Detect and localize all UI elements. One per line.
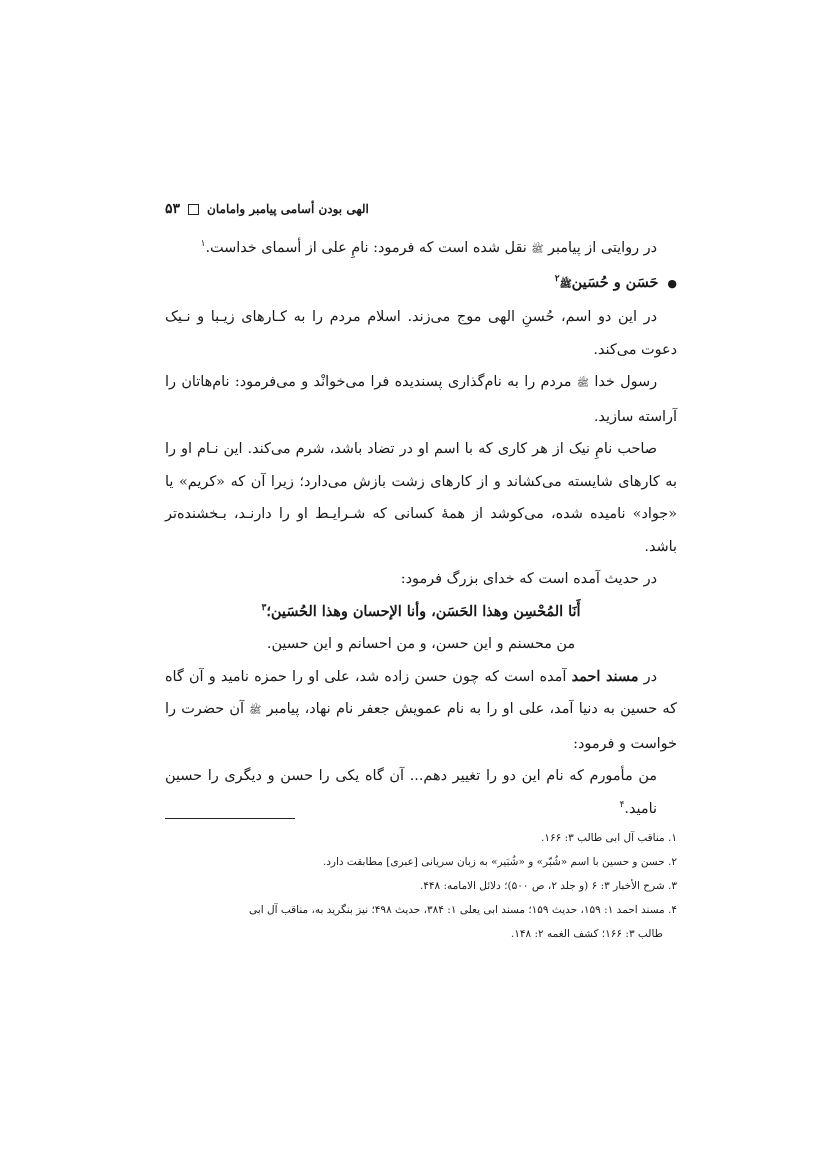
book-page: [165, 0, 677, 1169]
footnote-ref: ۴: [619, 799, 625, 810]
square-ornament-icon: [188, 204, 199, 215]
block-quote: من مأمورم که نام این دو را تغییر دهم... آن گاه یکی را حسن و دیگری را حسین نامید.$^۴$: [165, 768, 658, 817]
footnote: ۱. مناقب آل ابی طالب ۳: ۱۶۶.: [541, 832, 677, 844]
footnote-ref: ۳: [261, 602, 267, 613]
paragraph: در حدیث آمده است که خدای بزرگ فرمود:: [400, 571, 657, 587]
honorific-glyph: ﷺ: [576, 378, 589, 389]
paragraph: رسول خدا ﷺ مردم را به نام‌گذاری پسندیده فرا می‌خوانْد و می‌فرمود: نام‌هاتان را آراسته سازید.: [165, 374, 677, 425]
hadith-translation: من محسنم و این حسن، و من احسانم و این حسین.: [266, 636, 576, 652]
running-header: [165, 199, 677, 219]
paragraph: در مسند احمد آمده است که چون حسن زاده شد، علی او را حمزه نامید و آن گاه که حسین به دنیا آمد، علی او را به نام عمویش جعفر نام نهاد، پیامبر ﷺ آن حضرت را خواست و فرمود:: [165, 667, 677, 752]
footnote-ref: ۱: [200, 239, 206, 250]
footnote: ۳. شرح الأخبار ۳: ۶ (و جلد ۲، ص ۵۰۰)؛ دلائل الامامه: ۴۴۸.: [419, 880, 677, 892]
section-heading: ● حَسَن و حُسَینﷺ$^۲$: [165, 267, 677, 302]
chapter-title: الهی بودن أسامی پیامبر وامامان: [207, 202, 369, 216]
footnote-divider: [165, 818, 295, 819]
paragraph: صاحب نامِ نیک از هر کاری که با اسم او در تضاد باشد، شرم می‌کند. این نـام او را به کارهای شایسته می‌کشاند و از کارهای زشت بازش می‌دارد؛ زیرا آن که «کریم» یا «جواد» نامیده شده، می‌کوشد از همهٔ کسانی که شـرایـط او را دارنـد، بـخشنده‌تر باشد.: [165, 441, 678, 555]
paragraph: در روایتی از پیامبر ﷺ نقل شده است که فرمود: نامِ علی از أسمای خداست.$^۱$: [200, 239, 657, 256]
honorific-glyph: ﷺ: [559, 278, 572, 290]
paragraph: در این دو اسم، حُسنِ الهی موج می‌زند. اسلام مردم را به کـارهای زیـبا و نـیک دعوت می‌کند.: [165, 309, 677, 358]
arabic-hadith: أَنَا المُحْسِن وهذا الحَسَن، وأنا الإحسان وهذا الحُسَین؛$^۳$: [261, 602, 581, 620]
page-number: ۵۳: [165, 201, 181, 217]
footnote: ۲. حسن و حسین با اسم «شُبّر» و «شُبَیر» به زبان سریانی [عبری] مطابقت دارد.: [322, 856, 677, 868]
footnote-ref: ۲: [554, 273, 560, 284]
footnote-continuation: طالب ۳: ۱۶۶؛ کشف الغمه ۲: ۱۴۸.: [510, 928, 663, 940]
footnote: ۴. مسند احمد ۱: ۱۵۹، حدیث ۱۵۹؛ مسند ابی یعلی ۱: ۳۸۴، حدیث ۴۹۸؛ نیز بنگرید به، مناقب آل ابی: [249, 904, 677, 916]
footnotes: [165, 826, 677, 946]
main-text: [165, 232, 677, 825]
source-title: مسند احمد: [571, 667, 639, 685]
honorific-glyph: ﷺ: [531, 244, 544, 255]
honorific-glyph: ﷺ: [249, 705, 262, 716]
